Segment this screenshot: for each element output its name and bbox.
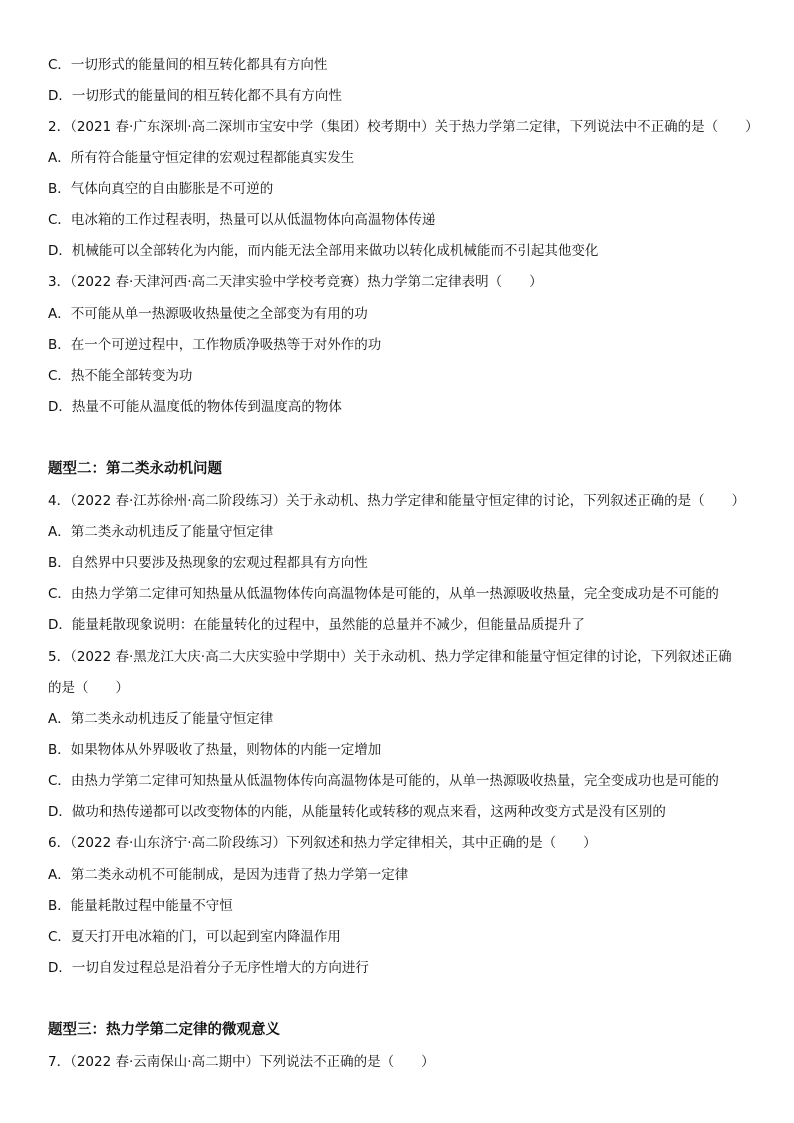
q3-option-c: C．热不能全部转变为功 bbox=[48, 368, 193, 384]
q4-option-a: A．第二类永动机违反了能量守恒定律 bbox=[48, 524, 274, 540]
q6-option-b: B．能量耗散过程中能量不守恒 bbox=[48, 898, 233, 914]
section-heading-3: 题型三：热力学第二定律的微观意义 bbox=[48, 1021, 280, 1038]
q3-stem: 3．（2022 春·天津河西·高二天津实验中学校考竞赛）热力学第二定律表明（ ） bbox=[48, 274, 543, 290]
q5-stem-line1: 5．（2022 春·黑龙江大庆·高二大庆实验中学期中）关于永动机、热力学定律和能量守恒定律的讨论，下列叙述正确 bbox=[48, 649, 732, 665]
q6-option-d: D．一切自发过程总是沿着分子无序性增大的方向进行 bbox=[48, 960, 369, 976]
q2-option-c: C．电冰箱的工作过程表明，热量可以从低温物体向高温物体传递 bbox=[48, 212, 436, 228]
q5-option-c: C．由热力学第二定律可知热量从低温物体传向高温物体是可能的，从单一热源吸收热量，完全变成功也是可能的 bbox=[48, 773, 719, 789]
q6-option-a: A．第二类永动机不可能制成，是因为违背了热力学第一定律 bbox=[48, 867, 409, 883]
q4-stem: 4．（2022 春·江苏徐州·高二阶段练习）关于永动机、热力学定律和能量守恒定律的讨论，下列叙述正确的是（ ） bbox=[48, 493, 746, 509]
section-heading-2: 题型二：第二类永动机问题 bbox=[48, 460, 222, 477]
q5-stem-line2: 的是（ ） bbox=[48, 680, 129, 696]
q7-stem: 7．（2022 春·云南保山·高二期中）下列说法不正确的是（ ） bbox=[48, 1054, 435, 1070]
q5-option-b: B．如果物体从外界吸收了热量，则物体的内能一定增加 bbox=[48, 742, 382, 758]
q1-option-c: C．一切形式的能量间的相互转化都具有方向性 bbox=[48, 57, 328, 73]
q5-option-a: A．第二类永动机违反了能量守恒定律 bbox=[48, 711, 274, 727]
q3-option-b: B．在一个可逆过程中，工作物质净吸热等于对外作的功 bbox=[48, 337, 382, 353]
q2-option-d: D．机械能可以全部转化为内能，而内能无法全部用来做功以转化成机械能而不引起其他变化 bbox=[48, 243, 599, 259]
q3-option-d: D．热量不可能从温度低的物体传到温度高的物体 bbox=[48, 399, 342, 415]
q6-stem: 6．（2022 春·山东济宁·高二阶段练习）下列叙述和热力学定律相关，其中正确的是（ ） bbox=[48, 835, 597, 851]
q4-option-b: B．自然界中只要涉及热现象的宏观过程都具有方向性 bbox=[48, 555, 368, 571]
q6-option-c: C．夏天打开电冰箱的门，可以起到室内降温作用 bbox=[48, 929, 341, 945]
q2-option-a: A．所有符合能量守恒定律的宏观过程都能真实发生 bbox=[48, 150, 355, 166]
q3-option-a: A．不可能从单一热源吸收热量使之全部变为有用的功 bbox=[48, 306, 368, 322]
q5-option-d: D．做功和热传递都可以改变物体的内能，从能量转化或转移的观点来看，这两种改变方式是没有区别的 bbox=[48, 804, 666, 820]
q2-option-b: B．气体向真空的自由膨胀是不可逆的 bbox=[48, 181, 274, 197]
q4-option-d: D．能量耗散现象说明：在能量转化的过程中，虽然能的总量并不减少，但能量品质提升了 bbox=[48, 617, 585, 633]
q4-option-c: C．由热力学第二定律可知热量从低温物体传向高温物体是可能的，从单一热源吸收热量，完全变成功是不可能的 bbox=[48, 586, 719, 602]
q2-stem: 2．（2021 春·广东深圳·高二深圳市宝安中学（集团）校考期中）关于热力学第二定律，下列说法中不正确的是（ ） bbox=[48, 119, 759, 135]
q1-option-d: D．一切形式的能量间的相互转化都不具有方向性 bbox=[48, 88, 342, 104]
